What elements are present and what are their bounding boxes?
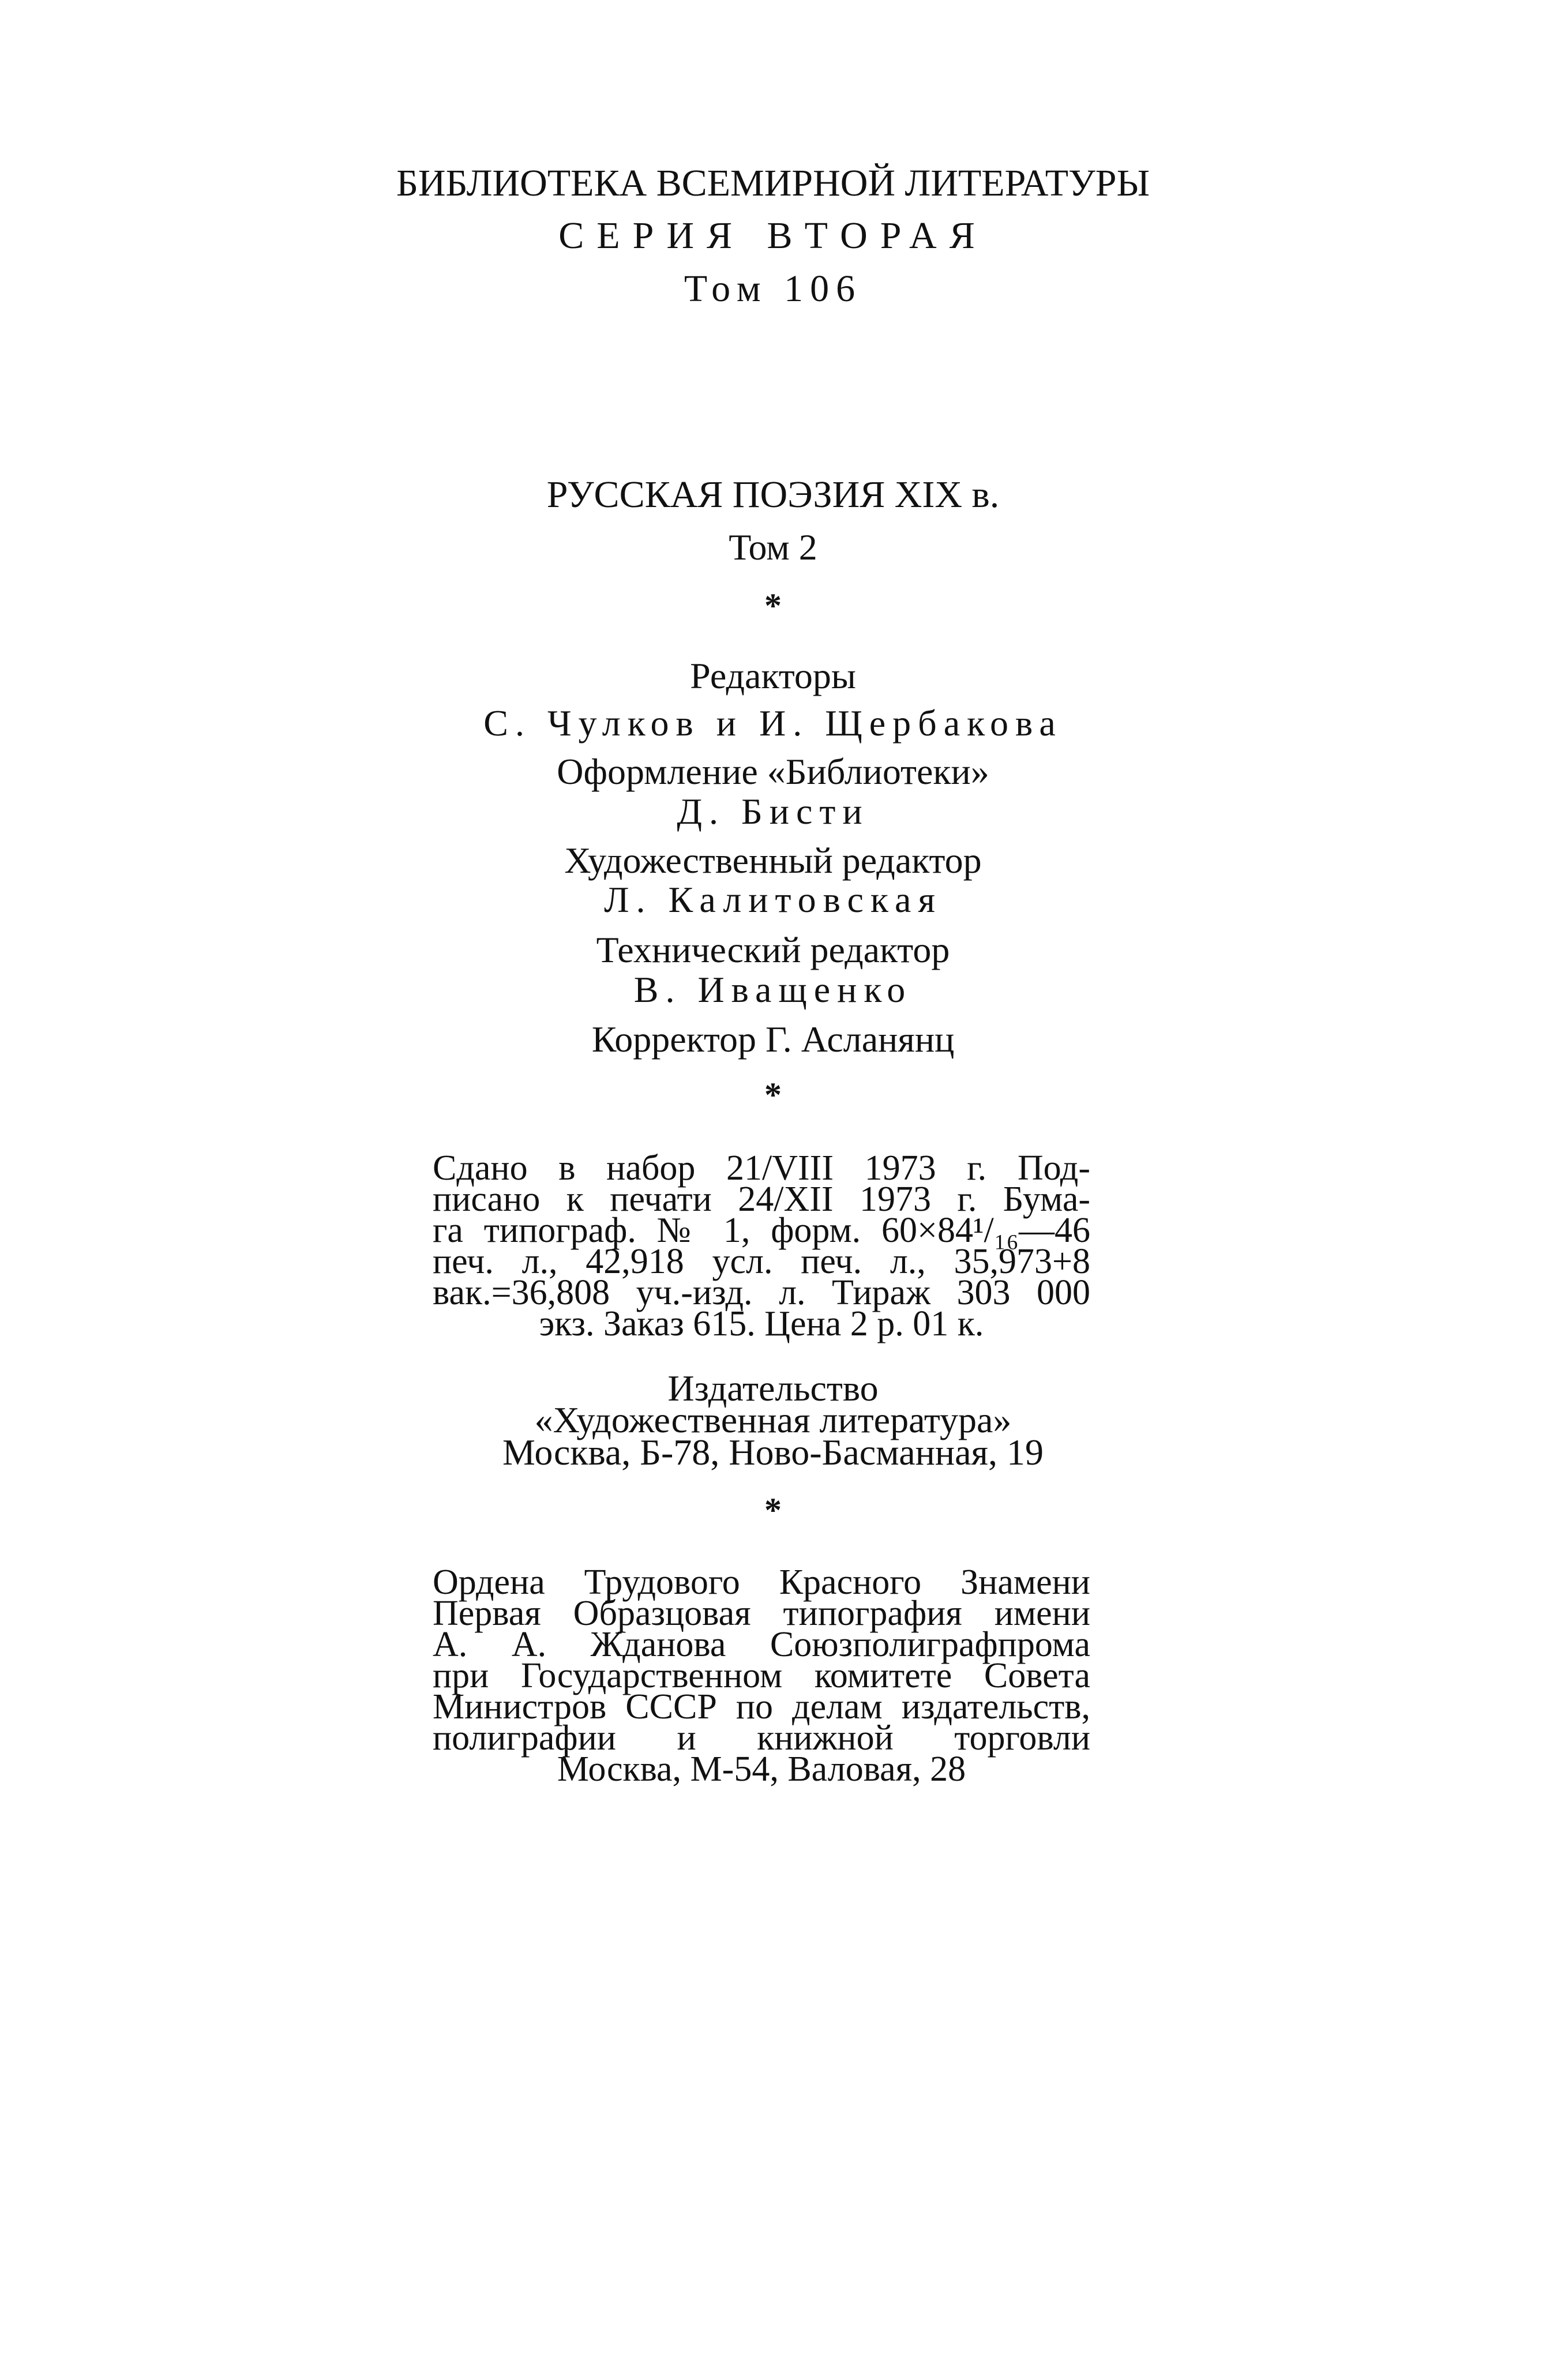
printer-line: Москва, М-54, Валовая, 28 (557, 1750, 966, 1789)
editors-names: С. Чулков и И. Щербакова (483, 703, 1063, 744)
printer-line: А. А. Жданова Союзполиграфпрома (433, 1625, 1090, 1664)
printer-line: Первая Образцовая типография имени (433, 1594, 1090, 1633)
tech-editor-label: Технический редактор (596, 929, 950, 970)
art-editor-label: Художественный редактор (564, 840, 982, 881)
imprint-block (433, 1148, 1090, 1343)
library-name: БИБЛИОТЕКА ВСЕМИРНОЙ ЛИТЕРАТУРЫ (396, 162, 1150, 204)
printer-line: при Государственном комитете Совета (433, 1656, 1090, 1695)
imprint-line: вак.=36,808 уч.-изд. л. Тираж 303 000 (433, 1273, 1090, 1312)
separator-star: * (764, 587, 782, 625)
separator-star: * (764, 1076, 782, 1114)
editors-label: Редакторы (690, 655, 856, 696)
book-volume: Том 2 (729, 527, 817, 568)
imprint-line: га типограф. № 1, форм. 60×84¹/₁₆—46 (433, 1211, 1090, 1250)
book-title: РУССКАЯ ПОЭЗИЯ XIX в. (546, 474, 1000, 516)
tech-editor-name: В. Иващенко (633, 969, 913, 1010)
imprint-line: писано к печати 24/XII 1973 г. Бума- (433, 1180, 1090, 1219)
publisher-label: Издательство (667, 1368, 879, 1409)
series-name: СЕРИЯ ВТОРАЯ (558, 215, 988, 257)
imprint-line: печ. л., 42,918 усл. печ. л., 35,973+8 (433, 1242, 1090, 1281)
imprint-line: экз. Заказ 615. Цена 2 р. 01 к. (539, 1304, 984, 1343)
design-name: Д. Бисти (677, 791, 869, 832)
imprint-line: Сдано в набор 21/VIII 1973 г. Под- (433, 1148, 1090, 1188)
series-volume: Том 106 (684, 268, 862, 310)
art-editor-name: Л. Калитовская (604, 879, 942, 920)
printer-block (433, 1563, 1090, 1789)
separator-star: * (764, 1491, 782, 1529)
printer-line: полиграфии и книжной торговли (433, 1718, 1090, 1758)
design-label: Оформление «Библиотеки» (557, 751, 989, 792)
publisher-name: «Художественная литература» (534, 1399, 1012, 1440)
publisher-address: Москва, Б-78, Ново-Басманная, 19 (502, 1432, 1044, 1473)
printer-line: Ордена Трудового Красного Знамени (433, 1563, 1090, 1602)
printer-line: Министров СССР по делам издательств, (433, 1687, 1090, 1726)
proofreader: Корректор Г. Асланянц (591, 1019, 955, 1060)
